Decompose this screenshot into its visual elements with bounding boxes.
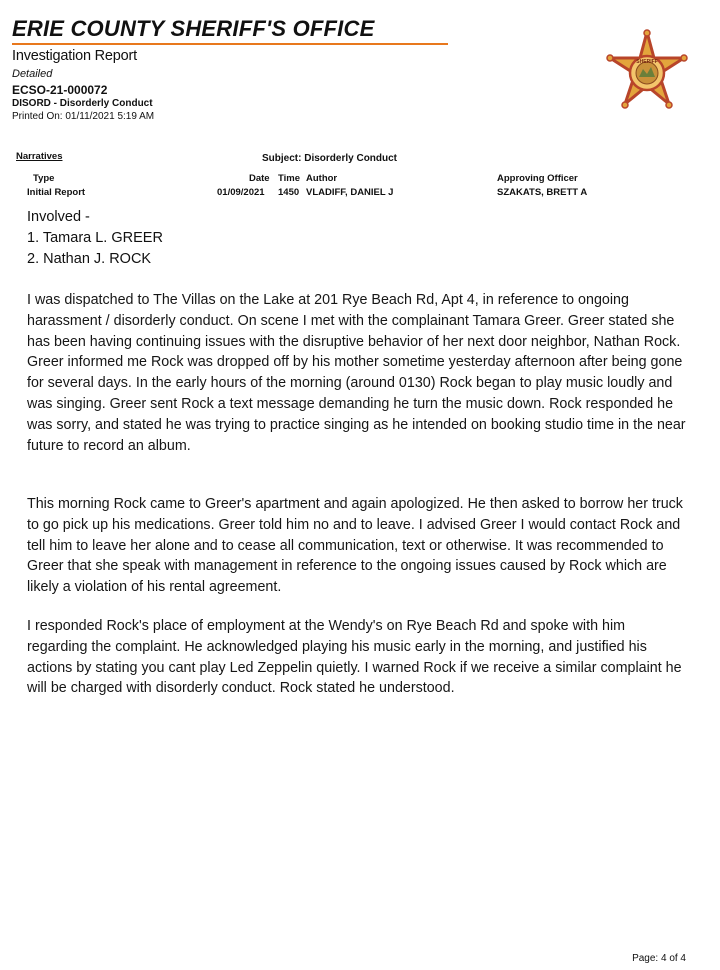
narratives-section-label: Narratives bbox=[16, 151, 63, 162]
entry-approving-officer: SZAKATS, BRETT A bbox=[497, 187, 588, 198]
involved-person: 2. Nathan J. ROCK bbox=[27, 251, 152, 267]
case-number: ECSO-21-000072 bbox=[12, 83, 108, 97]
sheriff-star-badge-icon bbox=[606, 28, 688, 114]
detail-level: Detailed bbox=[12, 68, 53, 80]
involved-person: 1. Tamara L. GREER bbox=[27, 230, 163, 246]
entry-time: 1450 bbox=[278, 187, 300, 198]
col-header-author: Author bbox=[306, 173, 338, 184]
col-header-date: Date bbox=[249, 173, 270, 184]
entry-type: Initial Report bbox=[27, 187, 86, 198]
entry-date: 01/09/2021 bbox=[217, 187, 265, 198]
narrative-paragraph: This morning Rock came to Greer's apartment and again apologized. He then asked to borrow her truck to go pick up his medications. Greer told him no and to leave. I advised Greer I would contact Rock and tell him to leave her alone and to cease all communication, text or otherwise. It was recommended to Greer that she speak with management in reference to the ongoing issues caused by Rock which are likely a violation of his rental agreement. bbox=[27, 496, 683, 596]
page-number: Page: 4 of 4 bbox=[632, 953, 686, 964]
entry-author: VLADIFF, DANIEL J bbox=[306, 187, 394, 198]
printed-on: Printed On: 01/11/2021 5:19 AM bbox=[12, 111, 155, 122]
col-header-approving-officer: Approving Officer bbox=[497, 173, 578, 184]
narrative-paragraph: I responded Rock's place of employment at the Wendy's on Rye Beach Rd and spoke with him regarding the complaint. He acknowledged playing his music early in the morning, and justified his actions by stating you cant play Led Zeppelin quietly. I warned Rock if we receive a similar complaint he will be charged with disorderly conduct. Rock stated he understood. bbox=[27, 618, 682, 697]
badge-label: SHERIFF bbox=[636, 59, 658, 65]
office-title: ERIE COUNTY SHERIFF'S OFFICE bbox=[12, 16, 375, 41]
title-underline bbox=[12, 43, 448, 45]
narrative-paragraph: I was dispatched to The Villas on the Lake at 201 Rye Beach Rd, Apt 4, in reference to ongoing harassment / disorderly conduct. On scene I met with the complainant Tamara Greer. Greer stated she has been having continuing issues with the disruptive behavior of her next door neighbor, Nathan Rock. Greer informed me Rock was dropped off by his mother sometime yesterday afternoon after being gone for several days. In the early hours of the morning (around 0130) Rock began to play music loudly and was singing. Greer sent Rock a text message demanding he turn the music down. Rock responded he was sorry, and stated he was trying to practice singing as he intended on booking studio time in the near future to record an album. bbox=[27, 292, 686, 454]
involved-heading: Involved - bbox=[27, 209, 90, 225]
col-header-type: Type bbox=[33, 173, 55, 184]
report-type: Investigation Report bbox=[12, 48, 137, 64]
offense-code: DISORD - Disorderly Conduct bbox=[12, 98, 153, 109]
narrative-subject: Subject: Disorderly Conduct bbox=[262, 153, 398, 164]
involved-list bbox=[27, 207, 163, 270]
col-header-time: Time bbox=[278, 173, 301, 184]
